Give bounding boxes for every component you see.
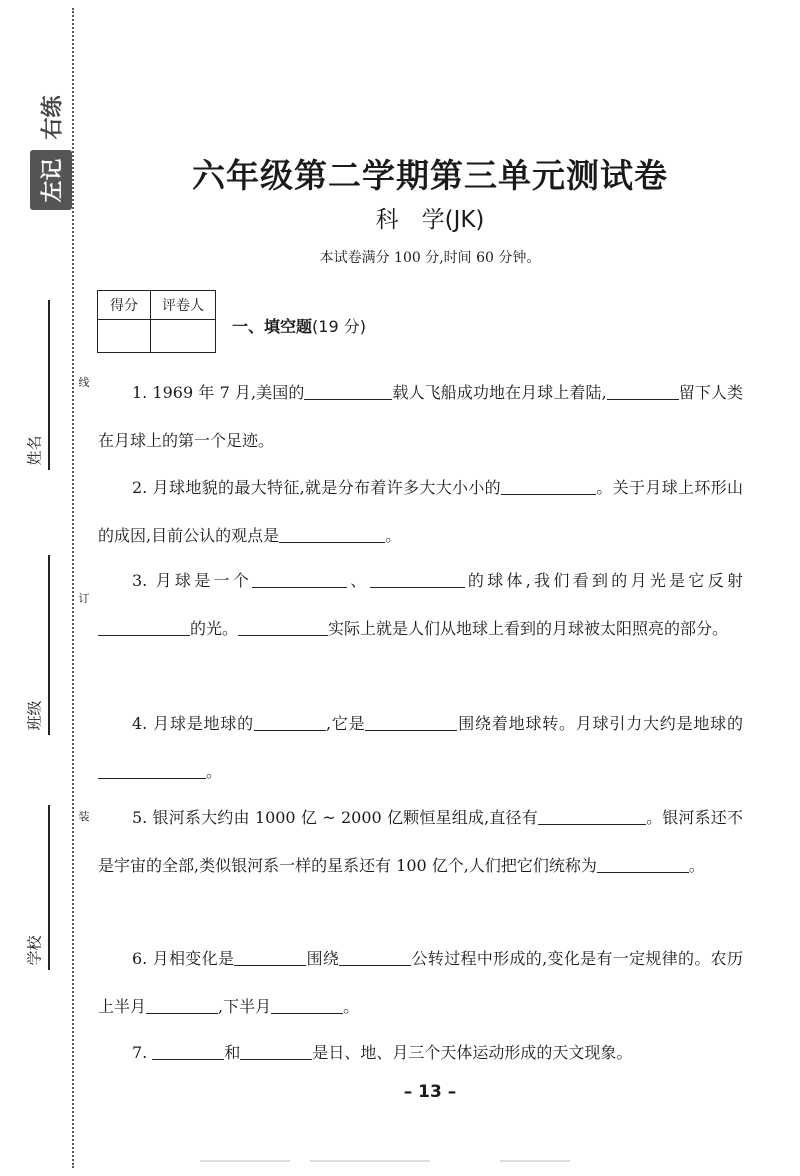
answer-blank[interactable] [146, 995, 218, 1014]
answer-blank[interactable] [254, 712, 326, 731]
section-title: 一、填空题(19 分) [232, 317, 366, 336]
cut-mark-bind: 装 [76, 808, 92, 824]
class-label: 班级 [25, 699, 44, 731]
answer-blank[interactable] [98, 617, 190, 636]
question-5: 5. 银河系大约由 1000 亿 ~ 2000 亿颗恒星组成,直径有 。银河系还不是宇宙的全部,类似银河系一样的星系还有 100 亿个,人们把它们统称为 。 [98, 808, 743, 875]
exam-title: 六年级第二学期第三单元测试卷 [192, 156, 668, 195]
answer-blank[interactable] [98, 760, 206, 779]
question-2: 2. 月球地貌的最大特征,就是分布着许多大大小小的 。关于月球上环形山的成因,目前公认的观点是 。 [98, 478, 743, 545]
bleed-through-mark [310, 1160, 430, 1162]
answer-blank[interactable] [365, 712, 457, 731]
answer-blank[interactable] [607, 381, 679, 400]
cut-mark-order: 订 [76, 590, 92, 606]
question-1: 1. 1969 年 7 月,美国的 载人飞船成功地在月球上着陆, 留下人类在月球上的第一个足迹。 [98, 383, 743, 450]
brand-left: 左记 [30, 150, 72, 210]
exam-instructions: 本试卷满分 100 分,时间 60 分钟。 [319, 250, 541, 266]
bleed-through-mark [500, 1160, 570, 1162]
answer-blank[interactable] [252, 569, 347, 588]
answer-blank[interactable] [279, 524, 385, 543]
question-3: 3. 月球是一个 、 的球体,我们看到的月光是它反射的光。 实际上就是人们从地球上看到的月球被太阳照亮的部分。 [98, 557, 743, 653]
answer-blank[interactable] [339, 947, 411, 966]
brand-right: 右练 [40, 94, 66, 140]
cut-mark-line: 线 [76, 374, 92, 390]
answer-blank[interactable] [370, 569, 465, 588]
class-field-line [48, 555, 50, 735]
brand-logo [30, 88, 72, 213]
question-6: 6. 月相变化是 围绕 公转过程中形成的,变化是有一定规律的。农历上半月 ,下半月 。 [98, 949, 743, 1016]
score-box [97, 290, 216, 353]
grader-cell[interactable] [151, 320, 216, 353]
name-field-line [48, 300, 50, 470]
answer-blank[interactable] [234, 947, 306, 966]
school-field-line [48, 805, 50, 970]
page-number: – 13 – [403, 1082, 457, 1102]
binding-dotted-line [72, 8, 74, 1168]
score-cell[interactable] [98, 320, 151, 353]
name-label: 姓名 [25, 434, 44, 466]
answer-blank[interactable] [152, 1041, 224, 1060]
question-7: 7. 和 是日、地、月三个天体运动形成的天文现象。 [132, 1043, 633, 1062]
answer-blank[interactable] [240, 1041, 312, 1060]
grader-header: 评卷人 [151, 291, 216, 320]
answer-blank[interactable] [501, 476, 596, 495]
answer-blank[interactable] [271, 995, 343, 1014]
answer-blank[interactable] [597, 854, 689, 873]
school-label: 学校 [25, 934, 44, 966]
answer-blank[interactable] [538, 806, 646, 825]
answer-blank[interactable] [304, 381, 392, 400]
answer-blank[interactable] [238, 617, 328, 636]
bleed-through-mark [200, 1160, 290, 1162]
score-header: 得分 [98, 291, 151, 320]
exam-subtitle: 科 学(JK) [375, 207, 485, 233]
question-4: 4. 月球是地球的 ,它是 围绕着地球转。月球引力大约是地球的。 [98, 700, 743, 796]
